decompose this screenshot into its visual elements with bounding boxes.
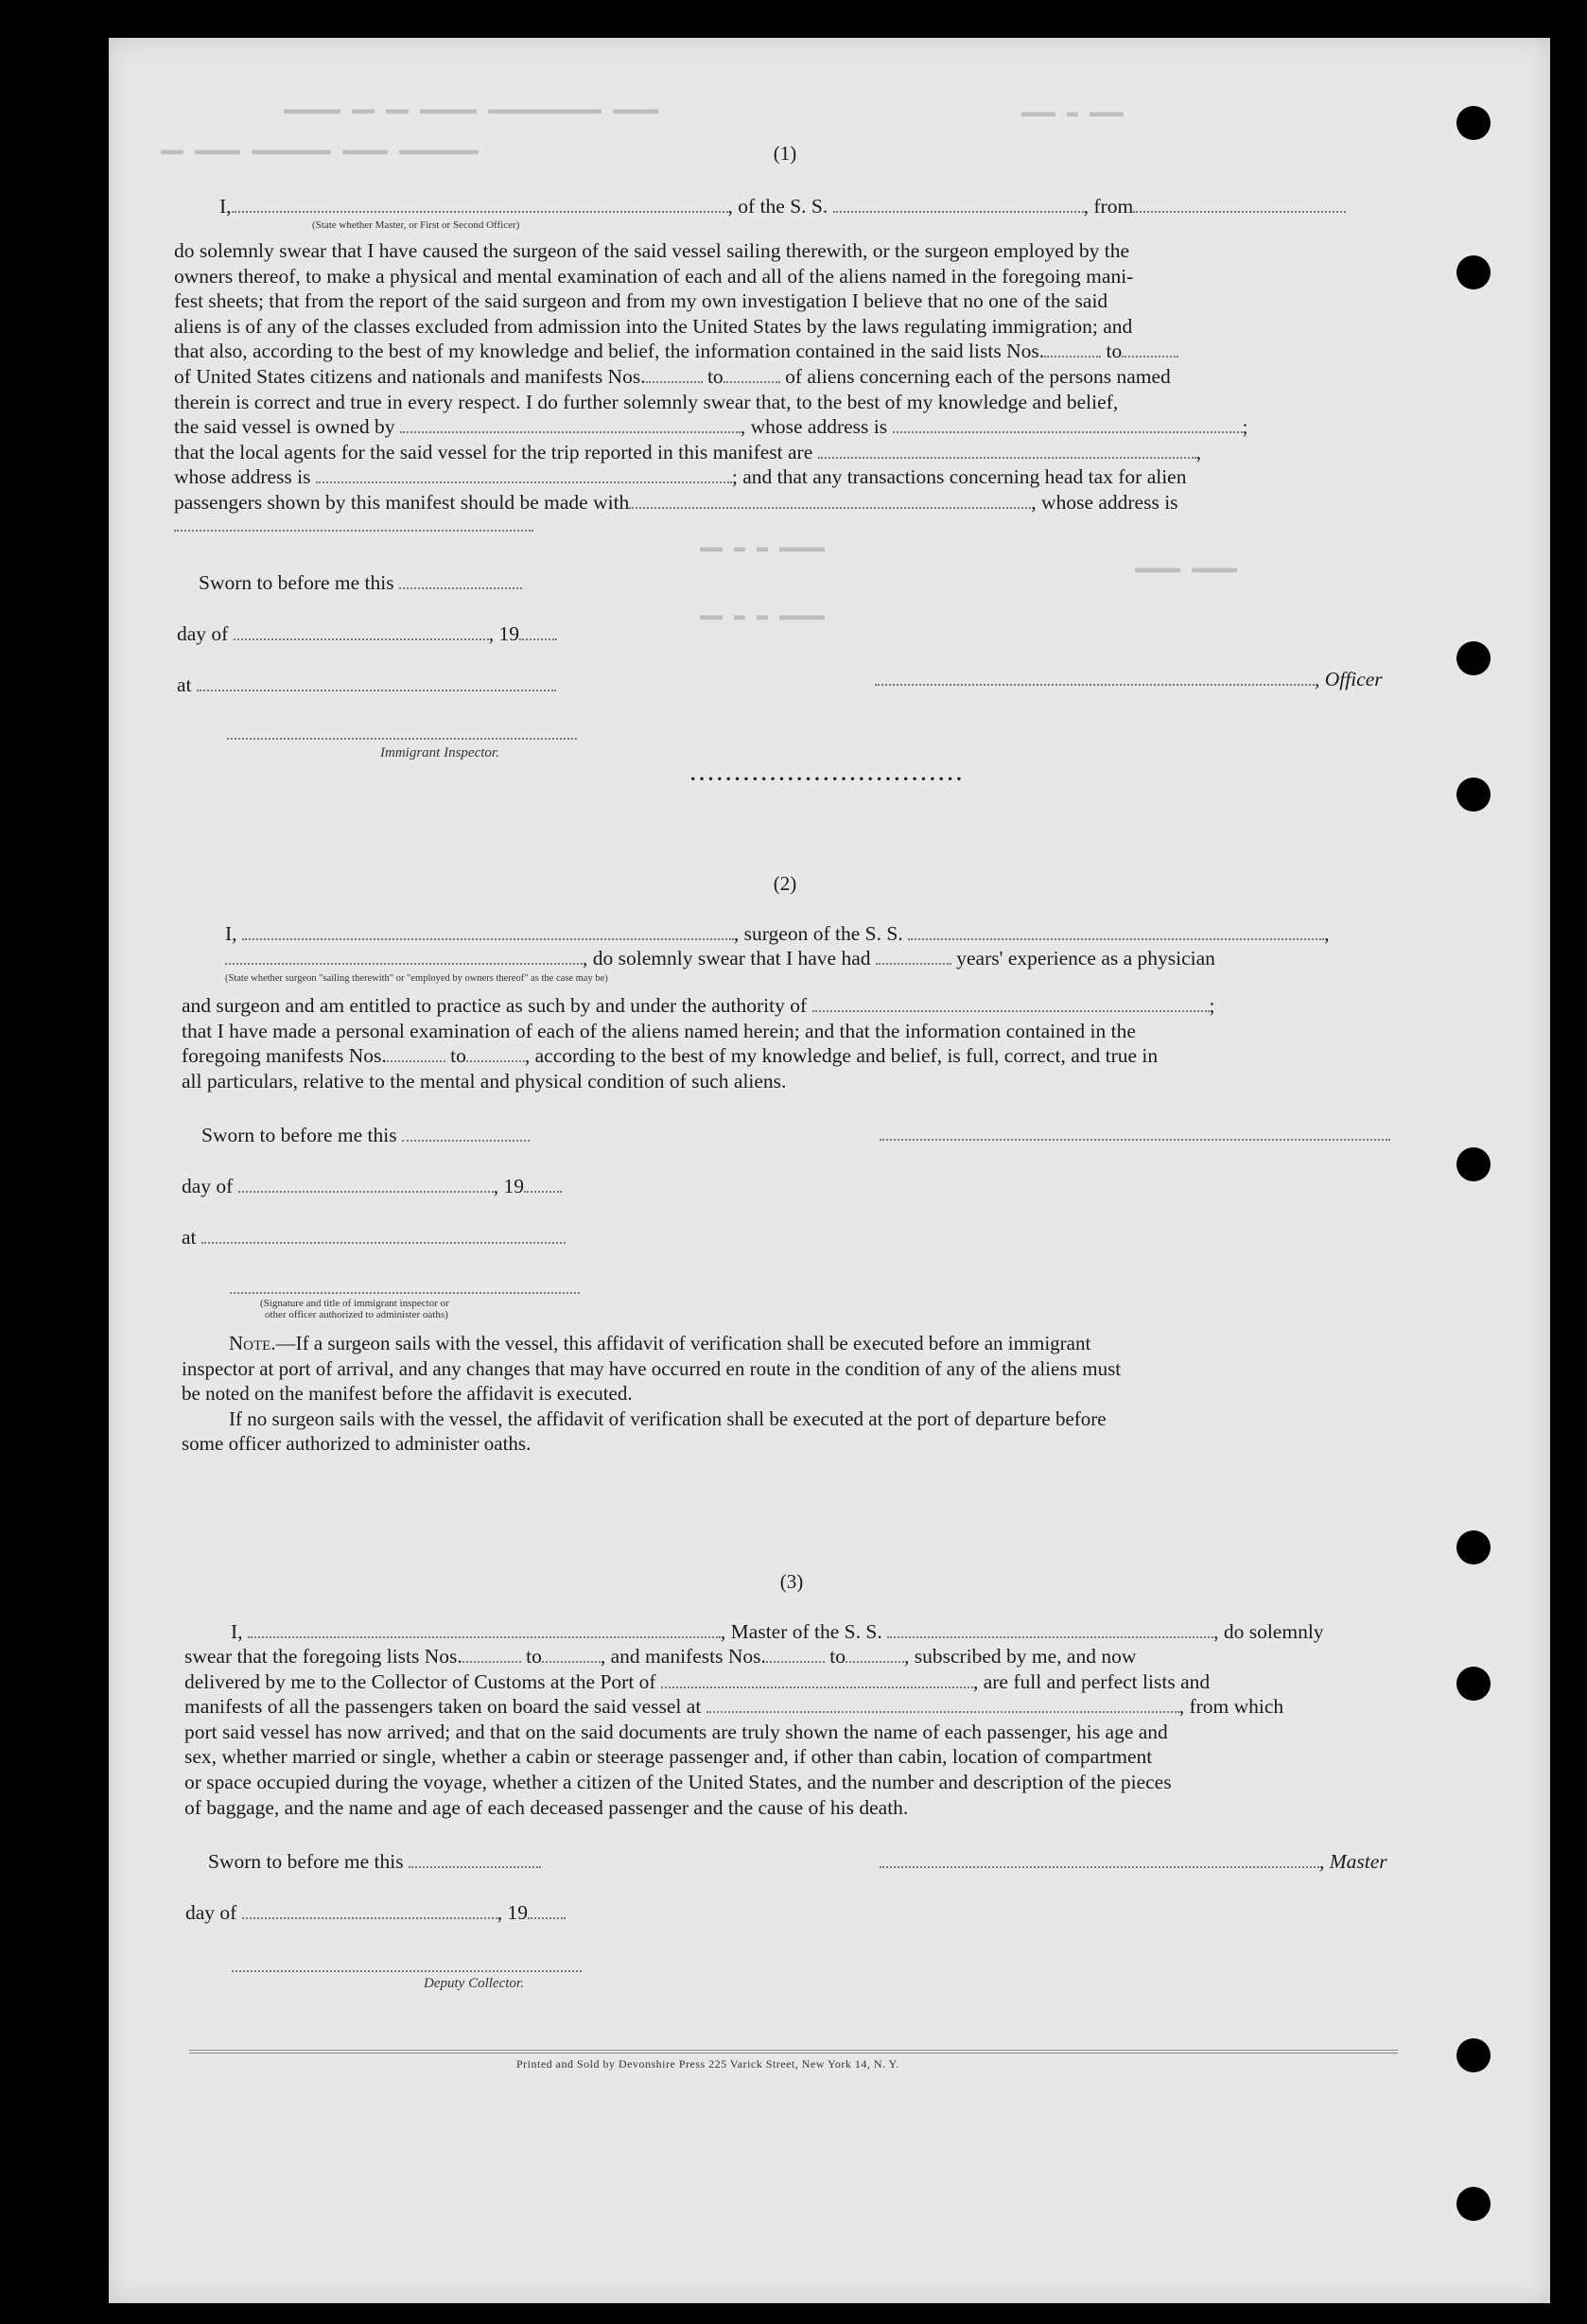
authority-field[interactable] — [812, 997, 1210, 1012]
month-field[interactable] — [242, 1904, 497, 1919]
body-line: of baggage, and the name and age of each deceased passenger and the cause of his death. — [184, 1795, 909, 1819]
punch-hole — [1456, 106, 1491, 140]
deputy-caption: Deputy Collector. — [424, 1976, 524, 1991]
lists-from-field[interactable] — [462, 1648, 521, 1663]
sailing-status-field[interactable] — [225, 950, 583, 965]
at-label: at — [182, 1226, 197, 1249]
body-line — [174, 464, 1388, 490]
master-signature-field[interactable] — [880, 1853, 1319, 1868]
of-the-ss-label: , of the S. S. — [727, 195, 828, 218]
officer-caption: (State whether Master, or First or Second Officer) — [312, 219, 520, 231]
master-name-field[interactable] — [248, 1623, 721, 1638]
to-label: to — [526, 1645, 542, 1668]
day-of-label: day of — [185, 1901, 237, 1924]
manifests-to-field[interactable] — [724, 368, 780, 383]
body-line-text: and surgeon and am entitled to practice as such by and under the authority of — [182, 994, 808, 1017]
section-3-intro — [231, 1619, 1324, 1645]
day-of-row — [177, 621, 557, 647]
note-text: —If a surgeon sails with the vessel, this affidavit of verification shall be executed before an immigrant — [275, 1332, 1091, 1354]
vessel-name-field[interactable] — [908, 925, 1324, 940]
body-line-text: whose address is — [174, 465, 311, 489]
body-line — [184, 1669, 1400, 1695]
bleed-through-mark: ▬▬▬▬ ▬▬▬▬ — [1135, 558, 1238, 580]
day-of-label: day of — [177, 622, 229, 645]
surgeon-caption: (State whether surgeon "sailing therewith" or "employed by owners thereof" as the case may be) — [225, 973, 608, 984]
dotted-separator: ............................... — [690, 762, 966, 785]
according-label: , according to the best of my knowledge and belief, is full, correct, and true in — [524, 1044, 1159, 1068]
vessel-name-field[interactable] — [887, 1623, 1213, 1638]
officer-label: , Officer — [1315, 668, 1383, 690]
at-row — [182, 1225, 566, 1250]
to-label: to — [706, 364, 724, 388]
body-line — [182, 1043, 1392, 1069]
boarding-port-field[interactable] — [706, 1698, 1179, 1713]
sworn-day-field[interactable] — [399, 574, 522, 589]
owner-address-field[interactable] — [893, 418, 1243, 433]
body-line-text: foregoing manifests Nos. — [182, 1044, 387, 1068]
note-line: be noted on the manifest before the affidavit is executed. — [182, 1382, 633, 1405]
signature-caption: (Signature and title of immigrant inspector or — [260, 1298, 449, 1309]
footer-rule — [189, 2050, 1398, 2051]
manifests-from-field[interactable] — [646, 368, 703, 383]
intro-label: I, — [225, 922, 237, 945]
bleed-through-mark: ▬▬ ▬ ▬ ▬▬▬▬ — [700, 605, 826, 627]
punch-hole — [1456, 2038, 1491, 2072]
body-line-text: swear that the foregoing lists Nos. — [184, 1645, 462, 1668]
master-of-label: , Master of the S. S. — [720, 1620, 882, 1643]
swear-label: , do solemnly swear that I have had — [583, 947, 871, 970]
agents-address-field[interactable] — [316, 468, 732, 483]
lists-from-field[interactable] — [1044, 342, 1101, 358]
punch-hole — [1456, 255, 1491, 289]
body-line-text: delivered by me to the Collector of Customs at the Port of — [184, 1669, 656, 1693]
inspector-signature-line[interactable] — [227, 738, 577, 740]
section-1-body — [174, 238, 1388, 515]
body-line-text: manifests of all the passengers taken on board the said vessel at — [184, 1695, 702, 1719]
punch-hole — [1456, 1530, 1491, 1564]
sworn-label: Sworn to before me this — [208, 1850, 404, 1873]
from-port-field[interactable] — [1133, 198, 1346, 213]
whose-address-label: , whose address is — [740, 415, 888, 439]
officer-row — [875, 667, 1383, 692]
body-line: sex, whether married or single, whether a cabin or steerage passenger and, if other than cabin, location of compartment — [184, 1745, 1153, 1769]
sworn-row — [201, 1123, 530, 1148]
surgeon-of-label: , surgeon of the S. S. — [733, 922, 903, 945]
year-field[interactable] — [519, 625, 557, 640]
full-perfect-label: , are full and perfect lists and — [972, 1669, 1211, 1693]
section-3-number: (3) — [779, 1570, 804, 1593]
body-line — [184, 1694, 1400, 1720]
of-aliens-label: of aliens concerning each of the persons named — [785, 364, 1171, 388]
owner-field[interactable] — [400, 418, 741, 433]
bleed-through-mark: ▬▬ ▬ ▬ ▬▬▬▬ — [700, 537, 826, 559]
body-line: aliens is of any of the classes excluded from admission into the United States by the laws regulating immigration; and — [174, 314, 1133, 338]
printer-imprint: Printed and Sold by Devonshire Press 225 Varick Street, New York 14, N. Y. — [516, 2057, 899, 2071]
note-line: inspector at port of arrival, and any changes that may have occurred en route in the condition of any of the aliens must — [182, 1356, 1122, 1380]
do-solemnly-label: , do solemnly — [1213, 1620, 1324, 1643]
body-line: therein is correct and true in every respect. I do further solemnly swear that, to the best of my knowledge and belief, — [174, 390, 1119, 413]
year-label: , 19 — [488, 622, 519, 645]
body-line: or space occupied during the voyage, whether a citizen of the United States, and the number and description of the pieces — [184, 1770, 1172, 1793]
year-label: , 19 — [493, 1175, 524, 1197]
month-field[interactable] — [234, 625, 489, 640]
sworn-row — [199, 570, 522, 596]
body-line: the said vessel is owned by , whose address is ; — [174, 415, 1248, 439]
body-line: fest sheets; that from the report of the said surgeon and from my own investigation I believe that no one of the said — [174, 289, 1108, 313]
note-line — [182, 1331, 1397, 1356]
inspector-signature-line[interactable] — [230, 1292, 580, 1294]
transactions-label: ; and that any transactions concerning head tax for alien — [731, 465, 1187, 489]
manifests-to-field[interactable] — [846, 1648, 904, 1663]
punch-hole — [1456, 1147, 1491, 1181]
body-line-text: of United States citizens and nationals and manifests Nos. — [174, 364, 646, 388]
collector-signature-line[interactable] — [232, 1970, 582, 1972]
officer-name-field[interactable] — [232, 198, 728, 213]
manifests-from-field[interactable] — [387, 1047, 445, 1062]
month-field[interactable] — [238, 1178, 494, 1193]
to-label: to — [450, 1044, 466, 1068]
year-field[interactable] — [524, 1178, 562, 1193]
manifests-to-field[interactable] — [466, 1047, 525, 1062]
surgeon-name-field[interactable] — [242, 925, 734, 940]
lists-to-field[interactable] — [542, 1648, 601, 1663]
punch-hole — [1456, 641, 1491, 675]
intro-label: I, — [219, 195, 232, 218]
and-manifests-label: , and manifests Nos. — [600, 1645, 766, 1668]
year-label: , 19 — [497, 1901, 528, 1924]
subscribed-label: , subscribed by me, and now — [903, 1645, 1137, 1668]
sworn-label: Sworn to before me this — [201, 1124, 397, 1146]
signature-caption: other officer authorized to administer oaths) — [265, 1309, 448, 1320]
to-label: to — [829, 1645, 846, 1668]
body-line-text: that also, according to the best of my knowledge and belief, the information contained in the said lists Nos. — [174, 340, 1045, 363]
sworn-day-field[interactable] — [402, 1127, 530, 1142]
year-field[interactable] — [528, 1904, 566, 1919]
body-line-text: passengers shown by this manifest should be made with — [174, 490, 630, 514]
section-2-swear-row — [225, 946, 1215, 971]
body-line: all particulars, relative to the mental and physical condition of such aliens. — [182, 1069, 787, 1092]
lists-to-field[interactable] — [1122, 342, 1178, 358]
body-line — [174, 339, 1388, 364]
from-which-label: , from which — [1178, 1695, 1284, 1719]
sworn-day-field[interactable] — [409, 1853, 541, 1868]
punch-hole — [1456, 2187, 1491, 2221]
manifests-from-field[interactable] — [766, 1648, 825, 1663]
vessel-name-field[interactable] — [833, 198, 1084, 213]
body-line-text: that the local agents for the said vessel for the trip reported in this manifest are — [174, 440, 813, 463]
day-of-label: day of — [182, 1175, 234, 1197]
body-line — [184, 1644, 1400, 1669]
sworn-label: Sworn to before me this — [199, 571, 394, 594]
port-field[interactable] — [661, 1673, 973, 1688]
bleed-through-mark: ▬▬ ▬▬▬▬ ▬▬▬▬▬▬▬ ▬▬▬▬ ▬▬▬▬▬▬▬ — [161, 140, 480, 162]
at-place-field[interactable] — [201, 1229, 566, 1244]
body-line: that I have made a personal examination of each of the aliens named herein; and that the information contained in the — [182, 1019, 1136, 1042]
body-line — [174, 364, 1388, 390]
section-2-intro: I, , surgeon of the S. S. , — [225, 922, 1330, 945]
body-line: owners thereof, to make a physical and mental examination of each and all of the aliens named in the foregoing mani- — [174, 264, 1134, 288]
intro-label: I, — [231, 1620, 243, 1643]
inspector-caption: Immigrant Inspector. — [380, 745, 499, 760]
punch-hole — [1456, 778, 1491, 812]
section-2-number: (2) — [773, 872, 797, 895]
at-row — [177, 673, 556, 698]
officer-signature-field[interactable] — [875, 671, 1315, 686]
years-label: years' experience as a physician — [956, 947, 1215, 970]
punch-hole — [1456, 1667, 1491, 1701]
years-field[interactable] — [876, 950, 951, 965]
day-of-row — [185, 1900, 566, 1926]
section-1-intro — [219, 194, 1346, 219]
head-tax-party-field[interactable] — [629, 494, 1031, 509]
body-line: and surgeon and am entitled to practice as such by and under the authority of ; — [182, 994, 1215, 1017]
surgeon-signature-line[interactable] — [880, 1139, 1390, 1141]
section-3-body — [184, 1644, 1400, 1820]
note-line: some officer authorized to administer oaths. — [182, 1432, 532, 1455]
from-label: , from — [1083, 195, 1134, 218]
body-line: that the local agents for the said vessel for the trip reported in this manifest are , — [174, 440, 1201, 463]
body-line: do solemnly swear that I have caused the surgeon of the said vessel sailing therewith, or the surgeon employed by the — [174, 239, 1130, 262]
at-label: at — [177, 673, 192, 696]
bleed-through-mark: ▬▬▬ ▬ ▬▬▬ — [1021, 102, 1125, 124]
master-signature-row — [880, 1849, 1387, 1875]
whose-address-label: , whose address is — [1031, 490, 1178, 514]
local-agents-field[interactable] — [818, 444, 1196, 459]
bleed-through-mark: ▬▬▬▬▬ ▬▬ ▬▬ ▬▬▬▬▬ ▬▬▬▬▬▬▬▬▬▬ ▬▬▬▬ — [284, 99, 659, 121]
sworn-row — [208, 1849, 541, 1875]
section-2-body — [182, 993, 1392, 1093]
at-place-field[interactable] — [197, 676, 556, 691]
body-line-text: the said vessel is owned by — [174, 415, 395, 439]
note-block — [182, 1331, 1397, 1457]
to-label: to — [1106, 340, 1123, 363]
section-1-number: (1) — [773, 142, 797, 165]
note-label: Note. — [229, 1332, 276, 1354]
body-line — [174, 490, 1388, 515]
body-line: port said vessel has now arrived; and that on the said documents are truly shown the name of each passenger, his age and — [184, 1720, 1168, 1743]
day-of-row — [182, 1174, 562, 1199]
note-line: If no surgeon sails with the vessel, the affidavit of verification shall be executed at the port of departure before — [229, 1407, 1107, 1430]
address-continuation-line[interactable] — [174, 530, 533, 532]
master-label: , Master — [1319, 1850, 1387, 1873]
